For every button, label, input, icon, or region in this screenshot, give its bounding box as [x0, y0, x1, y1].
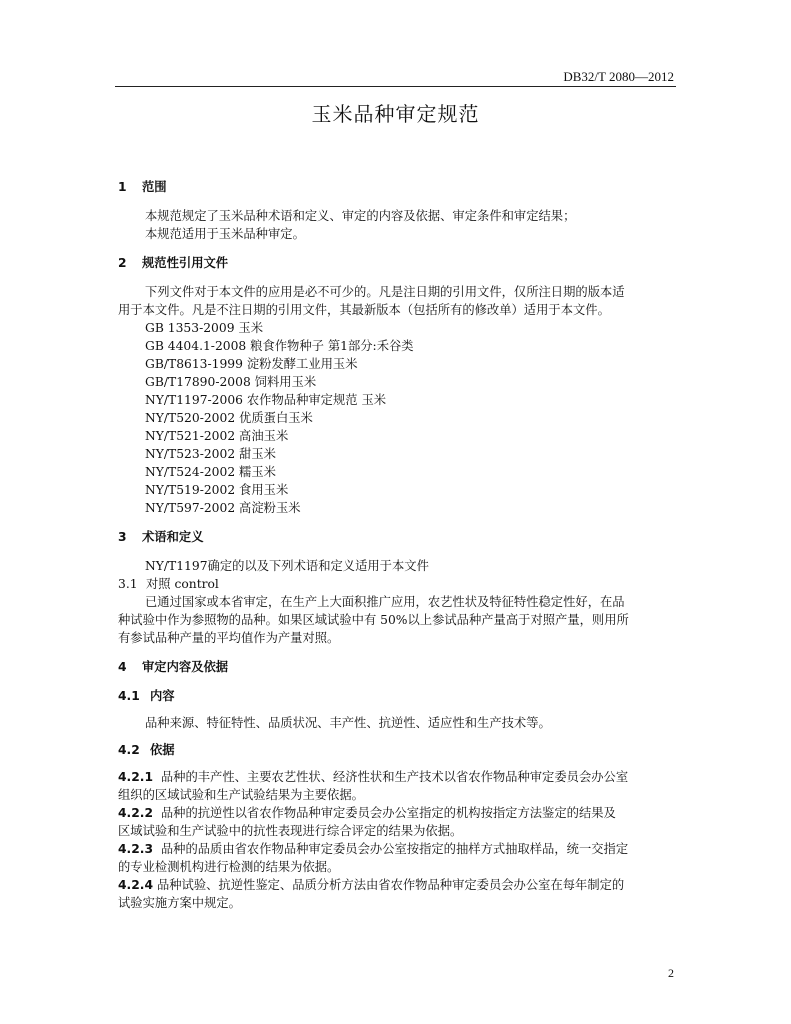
reference-item: NY/T519-2002 食用玉米	[145, 483, 289, 497]
term-entry: 3.1 对照 control	[118, 577, 219, 591]
clause-paragraph: 的专业检测机构进行检测的结果为依据。	[118, 860, 340, 874]
section-heading: 1 范围	[118, 180, 167, 194]
reference-list	[118, 319, 674, 517]
reference-item: NY/T524-2002 糯玉米	[145, 465, 276, 479]
document-code: DB32/T 2080—2012	[563, 69, 674, 84]
reference-item: GB/T8613-1999 淀粉发酵工业用玉米	[145, 357, 358, 371]
subsection-heading: 4.1 内容	[118, 689, 175, 703]
reference-item: NY/T521-2002 高油玉米	[145, 429, 289, 443]
paragraph: 种试验中作为参照物的品种。如果区域试验中有 50%以上参试品种产量高于对照产量，则用所	[118, 613, 629, 627]
document-body	[118, 178, 674, 912]
clause-paragraph: 4.2.4 品种试验、抗逆性鉴定、品质分析方法由省农作物品种审定委员会办公室在每年制定的	[118, 878, 625, 892]
clause-paragraph: 4.2.3 品种的品质由省农作物品种审定委员会办公室按指定的抽样方式抽取样品，统一交指定	[118, 842, 629, 856]
reference-item: NY/T1197-2006 农作物品种审定规范 玉米	[145, 393, 387, 407]
document-title: 玉米品种审定规范	[311, 102, 480, 126]
clause-paragraph: 4.2.2 品种的抗逆性以省农作物品种审定委员会办公室指定的机构按指定方法鉴定的结果及	[118, 806, 616, 820]
reference-item: NY/T597-2002 高淀粉玉米	[145, 501, 301, 515]
paragraph: 品种来源、特征特性、品质状况、丰产性、抗逆性、适应性和生产技术等。	[145, 716, 551, 730]
section-heading: 3 术语和定义	[118, 530, 204, 544]
clause-paragraph: 组织的区域试验和生产试验结果为主要依据。	[118, 788, 364, 802]
subsection-heading: 4.2 依据	[118, 743, 175, 757]
reference-item: NY/T520-2002 优质蛋白玉米	[145, 411, 313, 425]
paragraph: 本规范规定了玉米品种术语和定义、审定的内容及依据、审定条件和审定结果；	[145, 209, 576, 223]
paragraph: 有参试品种产量的平均值作为产量对照。	[118, 631, 340, 645]
section-heading: 4 审定内容及依据	[118, 660, 229, 674]
section-heading: 2 规范性引用文件	[118, 256, 229, 270]
clause-paragraph: 试验实施方案中规定。	[118, 896, 241, 910]
paragraph: NY/T1197确定的以及下列术语和定义适用于本文件	[145, 559, 429, 573]
reference-item: NY/T523-2002 甜玉米	[145, 447, 276, 461]
paragraph: 已通过国家或本省审定，在生产上大面积推广应用，农艺性状及特征特性稳定性好，在品	[145, 595, 625, 609]
clause-paragraph: 区域试验和生产试验中的抗性表现进行综合评定的结果为依据。	[118, 824, 463, 838]
paragraph: 下列文件对于本文件的应用是必不可少的。凡是注日期的引用文件，仅所注日期的版本适	[145, 285, 625, 299]
reference-item: GB 1353-2009 玉米	[145, 321, 264, 335]
reference-item: GB 4404.1-2008 粮食作物种子 第1部分:禾谷类	[145, 339, 414, 353]
clause-paragraph: 4.2.1 品种的丰产性、主要农艺性状、经济性状和生产技术以省农作物品种审定委员会办公室	[118, 770, 629, 784]
paragraph: 本规范适用于玉米品种审定。	[145, 227, 305, 241]
reference-item: GB/T17890-2008 饲料用玉米	[145, 375, 317, 389]
page-number: 2	[668, 966, 674, 980]
paragraph: 用于本文件。凡是不注日期的引用文件，其最新版本（包括所有的修改单）适用于本文件。	[118, 303, 610, 317]
header-rule	[115, 86, 676, 87]
